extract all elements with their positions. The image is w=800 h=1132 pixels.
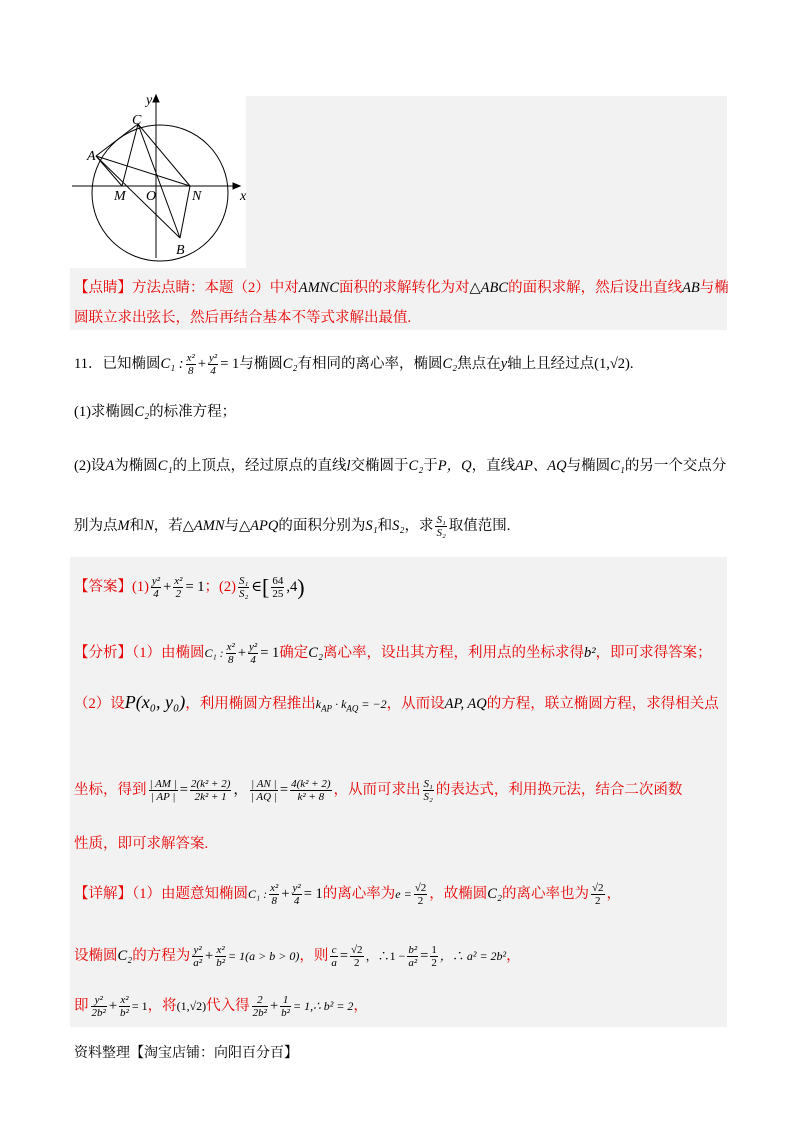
problem-number: 11． — [74, 355, 103, 372]
apaq-symbol: AP、AQ — [515, 458, 567, 474]
detail-text: 即 — [74, 997, 89, 1014]
equation-text: ，∴ a² = 2b² — [439, 948, 507, 963]
point-symbol: (1,√2) — [594, 355, 630, 372]
fraction-x2-8: $\frac{\text{x²}}{8}$ — [186, 352, 195, 377]
detail-text: ，则 — [299, 947, 329, 964]
part-text: 别为点 — [74, 517, 118, 534]
fraction-y2-2b2: $\frac{\text{y²}}{\text{2b²}}$ — [91, 994, 106, 1019]
part-text: 的面积分别为 — [278, 517, 366, 534]
detail-text: ，将 — [147, 997, 177, 1014]
problem-part-1 — [74, 402, 236, 422]
detail-text: 代入得 — [206, 997, 250, 1014]
detail-tag: 【详解】 — [74, 885, 132, 902]
k-symbol: k — [315, 697, 322, 711]
analysis-line-4: 性质，即可求解答案. — [74, 836, 209, 852]
answer-separator: ； — [204, 578, 220, 595]
s2-symbol: S₂ — [392, 517, 405, 534]
comment-line-2: 圆联立求出弦长，然后再结合基本不等式求解出最值. — [74, 310, 412, 326]
comment-text: 方法点睛：本题（2）中对 — [132, 280, 299, 296]
analysis-text: ，即可求得答案； — [595, 644, 712, 661]
part-text: 和 — [129, 517, 145, 534]
analysis-line-2 — [74, 692, 719, 718]
fraction-y2-4: $\frac{\text{y²}}{4}$ — [249, 641, 258, 666]
part-text: 为椭圆 — [114, 458, 158, 474]
analysis-text: 离心率，设出其方程，利用点的坐标求得 — [323, 644, 585, 661]
point-n-label: N — [192, 189, 202, 204]
segment-cn — [138, 124, 190, 186]
fraction-s1-s2: $\frac{\text{S₁}}{\text{S₂}}$ — [423, 778, 433, 803]
comment-text: 与椭 — [699, 280, 729, 296]
detail-text: 的离心率也为 — [502, 885, 589, 902]
part-text: ，直线 — [471, 458, 516, 474]
point-b-label: B — [176, 243, 185, 258]
problem-part-2-cont — [74, 514, 510, 539]
c2-symbol: C₂ — [408, 458, 424, 474]
detail-line-1: 【详解】（1）由题意知椭圆C₁ : $\frac{\text{x²}}{8}$ + $\frac{\text{y²}}{4}$ = 1的离心率为e = $\frac{√2}{2}$ ，故椭圆C₂的离心率也为 $\frac{√2}{2}$ ， — [74, 882, 622, 907]
e-symbol: e = — [395, 886, 412, 901]
fraction-y2-4: $\frac{\text{y²}}{4}$ — [292, 882, 301, 907]
fraction-y2-4: $\frac{\text{y²}}{4}$ — [151, 575, 161, 600]
analysis-text: ，从而设 — [386, 696, 445, 712]
n-symbol: N — [144, 517, 154, 534]
part-text: 的另一个交点分 — [624, 458, 727, 474]
analysis-text: 的方程，联立椭圆方程，求得相关点 — [486, 696, 719, 712]
comment-block-bg — [246, 96, 727, 268]
slope-product: $k_{AP} \cdot k_{AQ} = -2$ — [315, 697, 387, 714]
segment-nb — [180, 186, 190, 238]
part-text: 的标准方程； — [149, 404, 237, 420]
fraction-root2-2: $\frac{√2}{2}$ — [351, 944, 363, 969]
fraction-1-b2: $\frac{1}{\text{b²}}$ — [281, 994, 290, 1019]
analysis-text: 确定 — [279, 644, 309, 661]
problem-text: 焦点在 — [457, 355, 501, 372]
detail-text: ， — [365, 948, 378, 963]
detail-text: ， — [353, 997, 368, 1014]
detail-text: ， — [506, 947, 521, 964]
c2-symbol: C₂ — [442, 355, 458, 372]
y-axis-label: y — [146, 93, 153, 108]
equation-text: = 1(a > b > 0) — [228, 948, 300, 963]
pq-symbol: P，Q — [437, 458, 472, 474]
part-text: ，若 — [153, 517, 183, 534]
point-c-label: C — [132, 113, 142, 128]
fraction-am-ap: $\frac{| AM |}{| AP |}$ — [149, 778, 177, 803]
fraction-s1-s2: $\frac{\text{S₁}}{\text{S₂}}$ — [238, 575, 249, 600]
ellipse-figure — [70, 90, 250, 262]
triangle-abc — [96, 124, 180, 238]
part-text: (2)设 — [74, 458, 106, 474]
point-m-label: M — [114, 189, 126, 204]
problem-text: 与椭圆 — [239, 355, 283, 372]
c2-symbol: C₂ — [282, 355, 298, 372]
c2-symbol: C₂ — [308, 644, 324, 661]
fraction-y2-4: $\frac{\text{y²}}{4}$ — [209, 352, 218, 377]
analysis-text: ，从而可求出 — [333, 781, 421, 798]
equation-text: = 1,∴ b² = 2 — [292, 998, 354, 1013]
fraction-c-a: $\frac{c}{a}$ — [331, 944, 337, 969]
analysis-tag: 【分析】 — [74, 644, 132, 661]
equation-text: = 1 — [131, 998, 148, 1013]
fraction-x2-2: $\frac{\text{x²}}{2}$ — [174, 575, 183, 600]
c2-symbol: C₂ — [487, 885, 502, 902]
fraction-2-2b2: $\frac{2}{\text{2b²}}$ — [252, 994, 267, 1019]
analysis-text: （1）由椭圆 — [132, 644, 205, 661]
equation-text: ∴1 − — [377, 948, 406, 963]
problem-part-2 — [74, 456, 726, 476]
fraction-64-25: $\frac{64}{25}$ — [272, 575, 284, 600]
part-text: 与 — [224, 517, 240, 534]
apq-symbol: △APQ — [239, 517, 279, 534]
x-axis-label: x — [240, 189, 247, 204]
l-symbol: l — [346, 458, 351, 474]
p-symbol: P(x₀, y₀) — [124, 692, 186, 712]
answer-part-1: (1) — [132, 578, 149, 595]
point-o-label: O — [146, 189, 157, 204]
slope-equals: = −2 — [361, 697, 387, 711]
fraction-am-value: $\frac{\text{2(k² + 2)}}{\text{2k² + 1}}$ — [190, 778, 231, 803]
analysis-text: （2）设 — [74, 696, 125, 712]
b2-symbol: b² — [584, 644, 596, 661]
part-text: ，求 — [404, 517, 434, 534]
c1-symbol: C₁ — [610, 458, 625, 474]
detail-line-3: 即 $\frac{\text{y²}}{\text{2b²}}$ + $\frac{\text{x²}}{\text{b²}}$ = 1，将(1,√2)代入得 $\frac{2}{\text{2b²}}$ + $\frac{1}{\text{b²}}$ = 1,∴ b² = 2， — [74, 994, 368, 1019]
comment-text: 面积的求解转化为对 — [339, 280, 470, 296]
detail-text: 设椭圆 — [74, 947, 118, 964]
y-axis-arrow — [153, 95, 159, 102]
comment-tag: 【点睛】 — [74, 280, 132, 296]
comment-line-1 — [74, 278, 729, 298]
analysis-text: 的表达式，利用换元法，结合二次函数 — [435, 781, 683, 798]
problem-text: 有相同的离心率，椭圆 — [297, 355, 443, 372]
fraction-an-aq: $\frac{| AN |}{| AQ |}$ — [250, 778, 277, 803]
point-symbol: (1,√2) — [176, 998, 207, 1013]
detail-text: 的方程为 — [132, 947, 191, 964]
detail-text: ，故椭圆 — [429, 885, 488, 902]
amn-symbol: △AMN — [182, 517, 225, 534]
part-text: 的上顶点，经过原点的直线 — [172, 458, 347, 474]
fraction-x2-8: $\frac{\text{x²}}{8}$ — [226, 641, 235, 666]
fraction-an-value: $\frac{\text{4(k² + 2)}}{\text{k² + 8}}$ — [291, 778, 331, 803]
s1-symbol: S₁ — [365, 517, 378, 534]
answer-part-2: (2) — [219, 578, 236, 595]
page-footer: 资料整理【淘宝店铺：向阳百分百】 — [74, 1046, 298, 1061]
problem-text: 已知椭圆 — [102, 355, 161, 372]
analysis-line-1: 【分析】（1）由椭圆C₁ : $\frac{\text{x²}}{8}$ + $\frac{\text{y²}}{4}$ = 1确定C₂离心率，设出其方程，利用点的坐标求得b²，即可求得答案； — [74, 641, 712, 666]
c2-symbol: C₂ — [117, 947, 133, 964]
segment-an — [96, 156, 190, 186]
fraction-x2-b2: $\frac{\text{x²}}{\text{b²}}$ — [216, 944, 226, 969]
answer-tag: 【答案】 — [74, 578, 132, 595]
fraction-1-2: $\frac{1}{2}$ — [431, 944, 437, 969]
analysis-line-3: 坐标，得到 $\frac{| AM |}{| AP |}$ = $\frac{\text{2(k² + 2)}}{\text{2k² + 1}}$ ， $\frac{| AN |}{| AQ |}$ = $\frac{\text{4(k² + 2)}}{\text{k² + 8}}$ ，从而可求出 $\frac{\text{S₁}}{\text{S₂}}$ 的表达式，利用换元法，结合二次函数 — [74, 778, 683, 803]
amnc-symbol: AMNC — [298, 280, 340, 296]
analysis-text: 坐标，得到 — [74, 781, 147, 798]
fraction-s1-s2: $\frac{\text{S₁}}{\text{S₂}}$ — [436, 514, 446, 539]
fraction-root2-2: $\frac{√2}{2}$ — [592, 882, 604, 907]
segment-mc — [122, 124, 138, 186]
point-a-label: A — [87, 149, 96, 164]
part-text: 于 — [423, 458, 438, 474]
x-axis-arrow — [233, 183, 240, 189]
fraction-x2-b2: $\frac{\text{x²}}{\text{b²}}$ — [120, 994, 129, 1019]
answer-line: 【答案】(1) $\frac{\text{y²}}{4}$ + $\frac{\text{x²}}{2}$ = 1；(2) $\frac{\text{S₁}}{\text{S₂}}$ ∈[ $\frac{64}{25}$ ,4) — [74, 574, 305, 600]
part-text: (1)求椭圆 — [74, 404, 135, 420]
detail-line-2: 设椭圆C₂的方程为 $\frac{\text{y²}}{\text{a²}}$ + $\frac{\text{x²}}{\text{b²}}$ = 1(a > b > 0)，则 $\frac{c}{a}$ = $\frac{√2}{2}$ ，∴1 − $\frac{\text{b²}}{\text{a²}}$ = $\frac{1}{2}$ ，∴ a² = 2b²， — [74, 944, 521, 969]
y-symbol: y — [500, 355, 508, 372]
problem-line-1: 11．已知椭圆C₁ : $\frac{\text{x²}}{8}$ + $\frac{\text{y²}}{4}$ = 1与椭圆C₂有相同的离心率，椭圆C₂焦点在y轴上且经过点(1,√2). — [74, 352, 634, 377]
c1-symbol: C₁ : — [160, 355, 184, 372]
ab-symbol: AB — [682, 280, 700, 296]
fraction-b2-a2: $\frac{\text{b²}}{\text{a²}}$ — [408, 944, 418, 969]
part-text: 交椭圆于 — [350, 458, 409, 474]
fraction-x2-8: $\frac{\text{x²}}{8}$ — [270, 882, 279, 907]
fraction-y2-a2: $\frac{\text{y²}}{\text{a²}}$ — [193, 944, 203, 969]
abc-symbol: △ABC — [469, 280, 509, 296]
c2-symbol: C₂ — [134, 404, 150, 420]
a-symbol: A — [105, 458, 115, 474]
m-symbol: M — [117, 517, 130, 534]
ellipse — [92, 125, 228, 261]
problem-text: . — [629, 355, 634, 372]
detail-text: 的离心率为 — [322, 885, 396, 902]
part-text: 和 — [377, 517, 393, 534]
apaq-symbol: AP, AQ — [444, 696, 487, 712]
problem-text: 轴上且经过点 — [507, 355, 595, 372]
c1-symbol: C₁ — [157, 458, 173, 474]
part-text: 取值范围. — [448, 517, 511, 534]
fraction-root2-2: $\frac{√2}{2}$ — [414, 882, 427, 907]
part-text: 与椭圆 — [566, 458, 611, 474]
comment-text: 的面积求解，然后设出直线 — [508, 280, 683, 296]
detail-text: （1）由题意知椭圆 — [132, 885, 248, 902]
detail-text: ， — [606, 885, 622, 902]
analysis-text: ，利用椭圆方程推出 — [185, 696, 316, 712]
